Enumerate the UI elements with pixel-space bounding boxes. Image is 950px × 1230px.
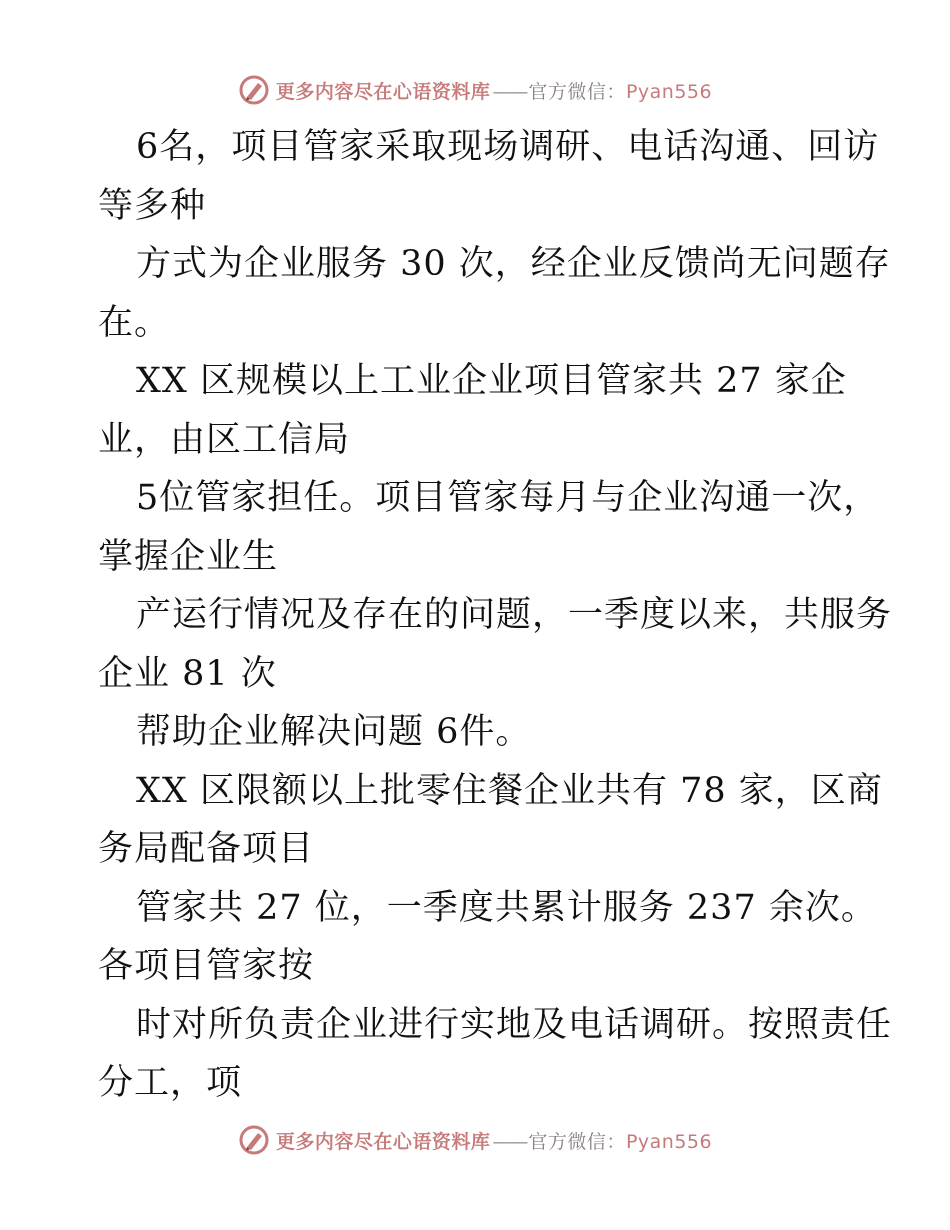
text-line: 5位管家担任。项目管家每月与企业沟通一次，	[136, 478, 880, 518]
document-body	[98, 118, 893, 1113]
text-line: 6名，项目管家采取现场调研、电话沟通、回访	[136, 127, 880, 167]
text-line: 企业 81 次	[98, 653, 277, 694]
text-line: 各项目管家按	[98, 946, 315, 986]
footer-watermark	[0, 1120, 950, 1160]
text-line: 分工，项	[98, 1063, 243, 1103]
text-line: 帮助企业解决问题 6件。	[136, 712, 532, 752]
text-line: 掌握企业生	[98, 536, 279, 577]
pen-seal-icon	[238, 1124, 270, 1156]
text-line: XX 区限额以上批零住餐企业共有 78 家，区商	[136, 770, 883, 811]
text-line: 务局配备项目	[98, 829, 315, 869]
text-line: 方式为企业服务 30 次，经企业反馈尚无问题存	[136, 244, 891, 284]
text-line: 在。	[98, 302, 171, 343]
text-line: XX 区规模以上工业企业项目管家共 27 家企	[136, 361, 847, 401]
header-watermark	[0, 70, 950, 110]
text-line: 时对所负责企业进行实地及电话调研。按照责任	[136, 1004, 893, 1045]
text-line: 产运行情况及存在的问题，一季度以来，共服务	[136, 595, 893, 635]
watermark-text: 更多内容尽在心语资料库 —— 官方微信：Pyan556	[275, 1130, 713, 1153]
watermark-text: 更多内容尽在心语资料库 —— 官方微信：Pyan556	[275, 80, 713, 103]
text-line: 管家共 27 位，一季度共累计服务 237 余次。	[136, 887, 877, 928]
text-line: 等多种	[98, 185, 207, 226]
text-line: 业，由区工信局	[98, 419, 351, 460]
pen-seal-icon	[238, 74, 270, 106]
